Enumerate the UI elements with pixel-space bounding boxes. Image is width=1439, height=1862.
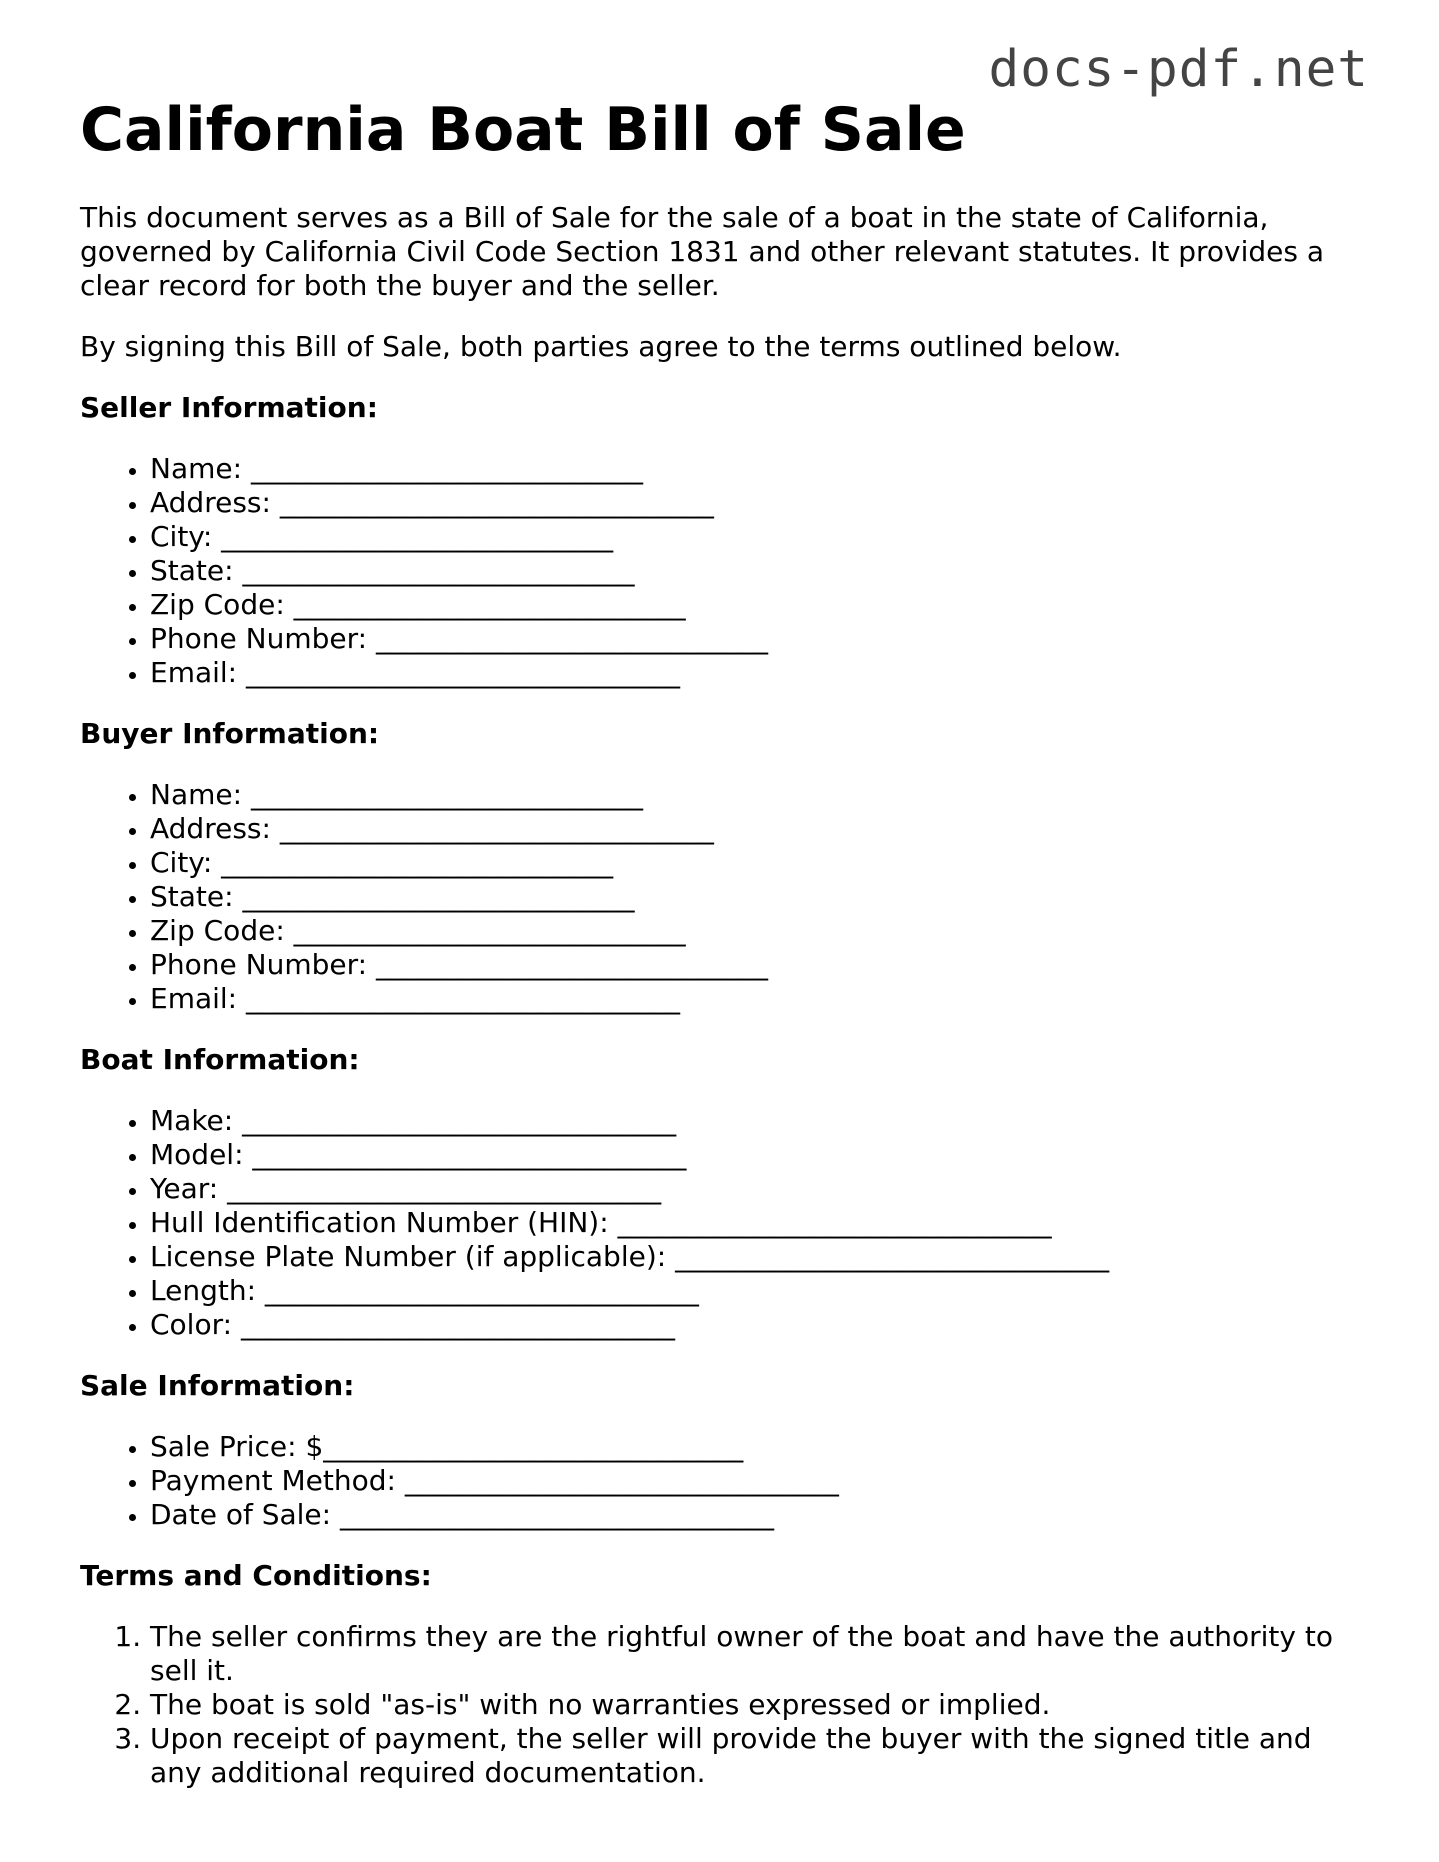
term-item: 1. The seller confirms they are the rightful owner of the boat and have the authority to sell it. — [150, 1620, 1360, 1688]
sale-price-field: • Sale Price: $______________________________ — [150, 1430, 1360, 1464]
payment-method-field: • Payment Method: _______________________________ — [150, 1464, 1360, 1498]
buyer-fields-list — [80, 778, 1360, 1016]
boat-heading: Boat Information: — [80, 1043, 360, 1076]
seller-city-field: • City: ____________________________ — [150, 520, 1360, 554]
boat-year-field: • Year: _______________________________ — [150, 1172, 1360, 1206]
date-of-sale-field: • Date of Sale: _______________________________ — [150, 1498, 1360, 1532]
buyer-section — [80, 717, 1360, 1016]
seller-fields-list — [80, 452, 1360, 690]
buyer-email-field: • Email: _______________________________ — [150, 982, 1360, 1016]
buyer-name-field: • Name: ____________________________ — [150, 778, 1360, 812]
seller-zip-field: • Zip Code: ____________________________ — [150, 588, 1360, 622]
buyer-zip-field: • Zip Code: ____________________________ — [150, 914, 1360, 948]
boat-color-field: • Color: _______________________________ — [150, 1308, 1360, 1342]
agreement-paragraph: By signing this Bill of Sale, both parties agree to the terms outlined below. — [80, 330, 1122, 363]
boat-hin-field: • Hull Identification Number (HIN): _______________________________ — [150, 1206, 1360, 1240]
boat-section — [80, 1043, 1360, 1342]
terms-section — [80, 1559, 1360, 1790]
buyer-city-field: • City: ____________________________ — [150, 846, 1360, 880]
term-item: 2. The boat is sold "as-is" with no warranties expressed or implied. — [150, 1688, 1360, 1722]
boat-license-plate-field: • License Plate Number (if applicable): _______________________________ — [150, 1240, 1360, 1274]
boat-model-field: • Model: _______________________________ — [150, 1138, 1360, 1172]
sale-section — [80, 1369, 1360, 1532]
boat-make-field: • Make: _______________________________ — [150, 1104, 1360, 1138]
buyer-heading: Buyer Information: — [80, 717, 380, 750]
document-page — [80, 96, 1360, 1817]
boat-length-field: • Length: _______________________________ — [150, 1274, 1360, 1308]
seller-heading: Seller Information: — [80, 391, 378, 424]
sale-heading: Sale Information: — [80, 1369, 355, 1402]
terms-heading: Terms and Conditions: — [80, 1559, 432, 1592]
terms-list — [80, 1620, 1360, 1790]
seller-state-field: • State: ____________________________ — [150, 554, 1360, 588]
sale-fields-list — [80, 1430, 1360, 1532]
page-title: California Boat Bill of Sale — [80, 95, 966, 165]
boat-fields-list — [80, 1104, 1360, 1342]
buyer-address-field: • Address: _______________________________ — [150, 812, 1360, 846]
seller-phone-field: • Phone Number: ____________________________ — [150, 622, 1360, 656]
seller-email-field: • Email: _______________________________ — [150, 656, 1360, 690]
intro-paragraph: This document serves as a Bill of Sale for the sale of a boat in the state of California, governed by California Civil Code Section 1831 and other relevant statutes. It provides a clear record for both the buyer and the seller. — [80, 201, 1325, 302]
seller-section — [80, 391, 1360, 690]
seller-address-field: • Address: _______________________________ — [150, 486, 1360, 520]
term-item: 3. Upon receipt of payment, the seller will provide the buyer with the signed title and any additional required documentation. — [150, 1722, 1360, 1790]
seller-name-field: • Name: ____________________________ — [150, 452, 1360, 486]
watermark: docs-pdf.net — [988, 40, 1369, 99]
buyer-phone-field: • Phone Number: ____________________________ — [150, 948, 1360, 982]
buyer-state-field: • State: ____________________________ — [150, 880, 1360, 914]
